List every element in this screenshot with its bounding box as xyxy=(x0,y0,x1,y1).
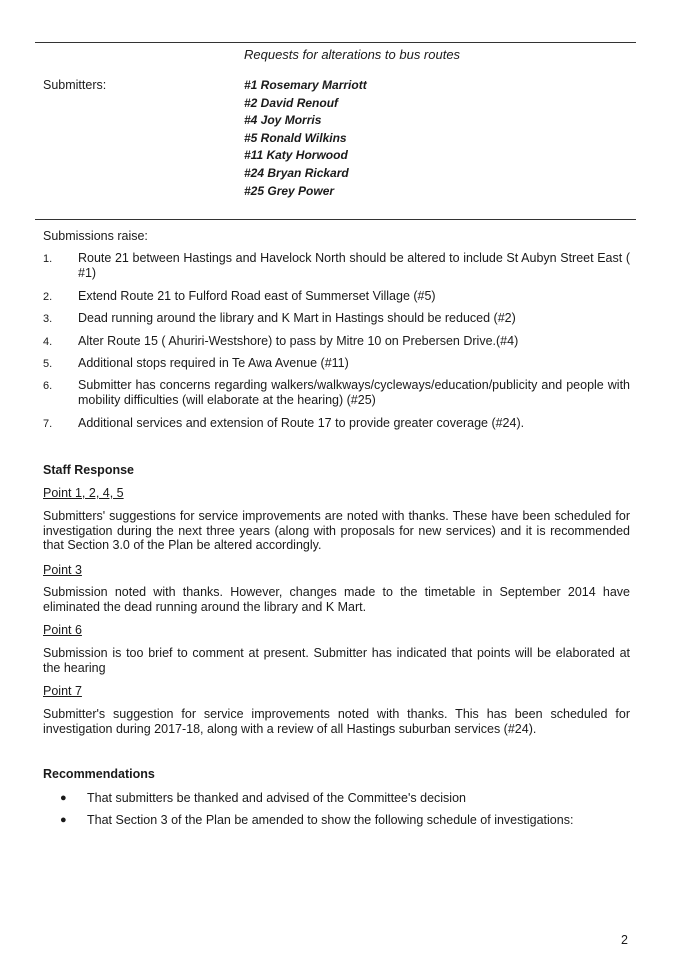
recommendation-item xyxy=(60,791,573,813)
item-text: Additional stops required in Te Awa Avenue (#11) xyxy=(78,356,349,370)
submitter-item: #11 Katy Horwood xyxy=(244,148,348,163)
section-title: Requests for alterations to bus routes xyxy=(244,47,461,62)
item-number: 6. xyxy=(43,380,53,392)
item-number: 7. xyxy=(43,418,53,430)
response-paragraph: Submitters' suggestions for service improvements are noted with thanks. These have been scheduled for investigation during the next three years (along with proposals for new services) and it is recommended that Section 3.0 of the Plan be altered accordingly. xyxy=(43,509,630,553)
submission-item xyxy=(43,311,630,334)
recommendation-text: That submitters be thanked and advised of the Committee's decision xyxy=(87,791,466,805)
point-heading: Point 7 xyxy=(43,684,82,698)
recommendations-heading: Recommendations xyxy=(43,767,155,781)
bullet-icon: ● xyxy=(60,792,67,804)
item-text: Dead running around the library and K Mart in Hastings should be reduced (#2) xyxy=(78,311,516,325)
middle-rule xyxy=(35,219,636,220)
item-text: Additional services and extension of Route 17 to provide greater coverage (#24). xyxy=(78,416,525,430)
item-number: 2. xyxy=(43,291,53,303)
recommendations-list xyxy=(60,791,573,835)
item-number: 3. xyxy=(43,313,53,325)
submission-item xyxy=(43,251,630,289)
submissions-list xyxy=(43,251,630,438)
point-heading: Point 3 xyxy=(43,563,82,577)
submission-item xyxy=(43,334,630,356)
point-heading: Point 1, 2, 4, 5 xyxy=(43,486,124,500)
response-paragraph: Submission is too brief to comment at present. Submitter has indicated that points will be elaborated at the hearing xyxy=(43,646,630,675)
page-number: 2 xyxy=(621,933,628,947)
submissions-heading: Submissions raise: xyxy=(43,229,148,243)
submission-item xyxy=(43,356,630,378)
item-text: Route 21 between Hastings and Havelock North should be altered to include St Aubyn Street East ( #1) xyxy=(78,251,630,280)
submitter-item: #2 David Renouf xyxy=(244,95,339,110)
submitter-item: #25 Grey Power xyxy=(244,183,335,198)
staff-response-heading: Staff Response xyxy=(43,463,134,477)
submitter-item: #4 Joy Morris xyxy=(244,113,322,128)
item-text: Submitter has concerns regarding walkers/walkways/cycleways/education/publicity and people with mobility difficulties (will elaborate at the hearing) (#25) xyxy=(78,378,630,407)
submission-item xyxy=(43,289,630,311)
submitter-item: #1 Rosemary Marriott xyxy=(244,78,367,92)
response-paragraph: Submitter's suggestion for service improvements noted with thanks. This has been scheduled for investigation during 2017-18, along with a review of all Hastings suburban services (#24). xyxy=(43,707,630,736)
item-number: 1. xyxy=(43,253,53,265)
item-number: 5. xyxy=(43,358,53,370)
submitter-item: #24 Bryan Rickard xyxy=(244,165,349,180)
submission-item xyxy=(43,416,630,438)
recommendation-item xyxy=(60,813,573,835)
submission-item xyxy=(43,378,630,416)
recommendation-text: That Section 3 of the Plan be amended to show the following schedule of investigations: xyxy=(87,813,574,827)
submitter-item: #5 Ronald Wilkins xyxy=(244,130,347,145)
item-text: Alter Route 15 ( Ahuriri-Westshore) to pass by Mitre 10 on Prebersen Drive.(#4) xyxy=(78,334,519,348)
item-text: Extend Route 21 to Fulford Road east of Summerset Village (#5) xyxy=(78,289,436,303)
bullet-icon: ● xyxy=(60,814,67,826)
submitters-list xyxy=(244,78,367,201)
item-number: 4. xyxy=(43,336,53,348)
response-paragraph: Submission noted with thanks. However, changes made to the timetable in September 2014 have eliminated the dead running around the library and K Mart. xyxy=(43,585,630,614)
point-heading: Point 6 xyxy=(43,623,82,637)
top-rule xyxy=(35,42,636,43)
submitters-label: Submitters: xyxy=(43,78,107,92)
